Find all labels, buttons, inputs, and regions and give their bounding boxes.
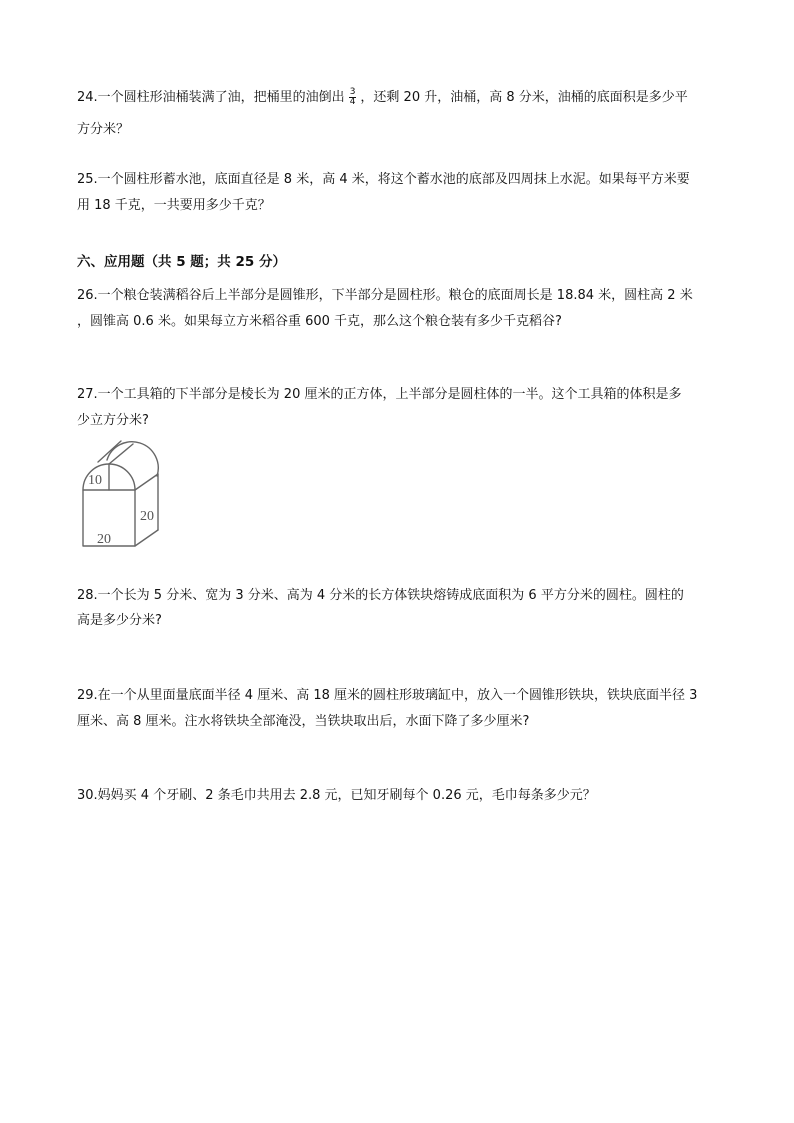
side-bottom-edge (135, 530, 158, 546)
label-bottom: 20 (97, 532, 111, 547)
question-26-line-2: ，圆锥高 0.6 米。如果每立方米稻谷重 600 千克，那么这个粮仓装有多少千克稻谷? (77, 314, 562, 329)
q24-text-a: 24.一个圆柱形油桶装满了油，把桶里的油倒出 (77, 90, 345, 105)
question-24-line-2: 方分米？ (77, 122, 130, 137)
section-6-title: 六、应用题（共 5 题；共 25 分） (77, 254, 286, 270)
side-top-edge (135, 474, 158, 490)
question-30-line-1: 30.妈妈买 4 个牙刷、2 条毛巾共用去 2.8 元，已知牙刷每个 0.26 元，毛巾每条多少元？ (77, 788, 596, 803)
question-25-line-2: 用 18 千克，一共要用多少千克？ (77, 198, 271, 213)
label-radius: 10 (88, 473, 102, 488)
question-28-line-2: 高是多少分米? (77, 613, 162, 628)
question-27-line-1: 27.一个工具箱的下半部分是棱长为 20 厘米的正方体，上半部分是圆柱体的一半。这个工具箱的体积是多 (77, 387, 682, 402)
question-27-line-2: 少立方分米? (77, 413, 149, 428)
fraction-three-quarters (349, 88, 357, 107)
label-side: 20 (140, 509, 154, 524)
fraction-denominator: 4 (349, 97, 356, 107)
question-29-line-1: 29.在一个从里面量底面半径 4 厘米、高 18 厘米的圆柱形玻璃缸中，放入一个圆锥形铁块，铁块底面半径 3 (77, 688, 698, 703)
toolbox-figure (78, 438, 164, 550)
top-edge-right (109, 444, 133, 464)
question-25-line-1: 25.一个圆柱形蓄水池，底面直径是 8 米，高 4 米，将这个蓄水池的底部及四周抹上水泥。如果每平方米要 (77, 172, 690, 187)
top-edge-left (98, 441, 121, 462)
question-26-line-1: 26.一个粮仓装满稻谷后上半部分是圆锥形，下半部分是圆柱形。粮仓的底面周长是 18.84 米，圆柱高 2 米 (77, 288, 693, 303)
question-29-line-2: 厘米、高 8 厘米。注水将铁块全部淹没，当铁块取出后，水面下降了多少厘米? (77, 714, 530, 729)
question-28-line-1: 28.一个长为 5 分米、宽为 3 分米、高为 4 分米的长方体铁块熔铸成底面积为 6 平方分米的圆柱。圆柱的 (77, 588, 684, 603)
q24-text-b: ，还剩 20 升，油桶，高 8 分米，油桶的底面积是多少平 (360, 90, 688, 105)
fraction-numerator: 3 (349, 87, 356, 97)
question-24-line-1 (77, 88, 688, 107)
